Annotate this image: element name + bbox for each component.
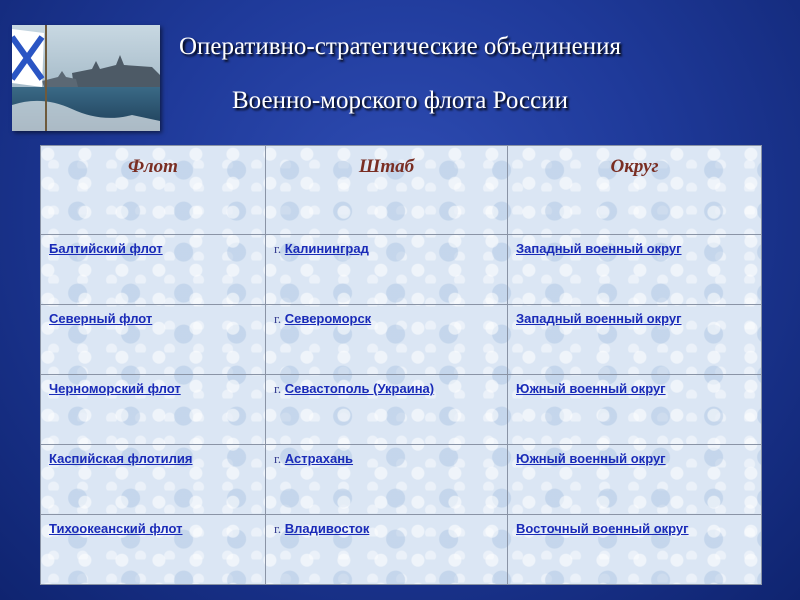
page-title-line2: Военно-морского флота России: [232, 87, 568, 114]
column-header-district: Округ: [508, 146, 762, 235]
district-link[interactable]: Восточный военный округ: [516, 521, 689, 536]
hq-link[interactable]: Севастополь (Украина): [284, 381, 435, 396]
hq-link[interactable]: Калининград: [284, 241, 369, 256]
district-cell: [508, 515, 762, 585]
hq-cell: [266, 515, 508, 585]
fleet-link[interactable]: Черноморский флот: [49, 381, 181, 396]
hq-cell: [266, 305, 508, 375]
table-header-row: [41, 146, 762, 235]
hq-cell: [266, 375, 508, 445]
fleet-cell: [41, 445, 266, 515]
hq-link[interactable]: Астрахань: [284, 451, 354, 466]
table-row: [41, 305, 762, 375]
city-prefix: г.: [274, 311, 282, 326]
hq-link[interactable]: Североморск: [284, 311, 372, 326]
district-link[interactable]: Западный военный округ: [516, 311, 682, 326]
district-cell: [508, 235, 762, 305]
column-header-hq: Штаб: [266, 146, 508, 235]
district-link[interactable]: Южный военный округ: [516, 381, 666, 396]
fleet-cell: [41, 515, 266, 585]
table-row: [41, 515, 762, 585]
hq-link[interactable]: Владивосток: [284, 521, 370, 536]
fleet-cell: [41, 305, 266, 375]
table-row: [41, 235, 762, 305]
hq-cell: [266, 445, 508, 515]
district-link[interactable]: Южный военный округ: [516, 451, 666, 466]
district-cell: [508, 375, 762, 445]
city-prefix: г.: [274, 521, 282, 536]
city-prefix: г.: [274, 451, 282, 466]
fleet-link[interactable]: Тихоокеанский флот: [49, 521, 183, 536]
fleet-cell: [41, 235, 266, 305]
district-link[interactable]: Западный военный округ: [516, 241, 682, 256]
page-title-line1: Оперативно-стратегические объединения: [178, 33, 622, 60]
table-row: [41, 375, 762, 445]
district-cell: [508, 445, 762, 515]
column-header-fleet: Флот: [41, 146, 266, 235]
fleet-link[interactable]: Балтийский флот: [49, 241, 163, 256]
fleet-link[interactable]: Северный флот: [49, 311, 153, 326]
district-cell: [508, 305, 762, 375]
table-row: [41, 445, 762, 515]
city-prefix: г.: [274, 381, 282, 396]
fleet-link[interactable]: Каспийская флотилия: [49, 451, 193, 466]
fleet-table: [40, 145, 762, 585]
city-prefix: г.: [274, 241, 282, 256]
fleet-cell: [41, 375, 266, 445]
hq-cell: [266, 235, 508, 305]
